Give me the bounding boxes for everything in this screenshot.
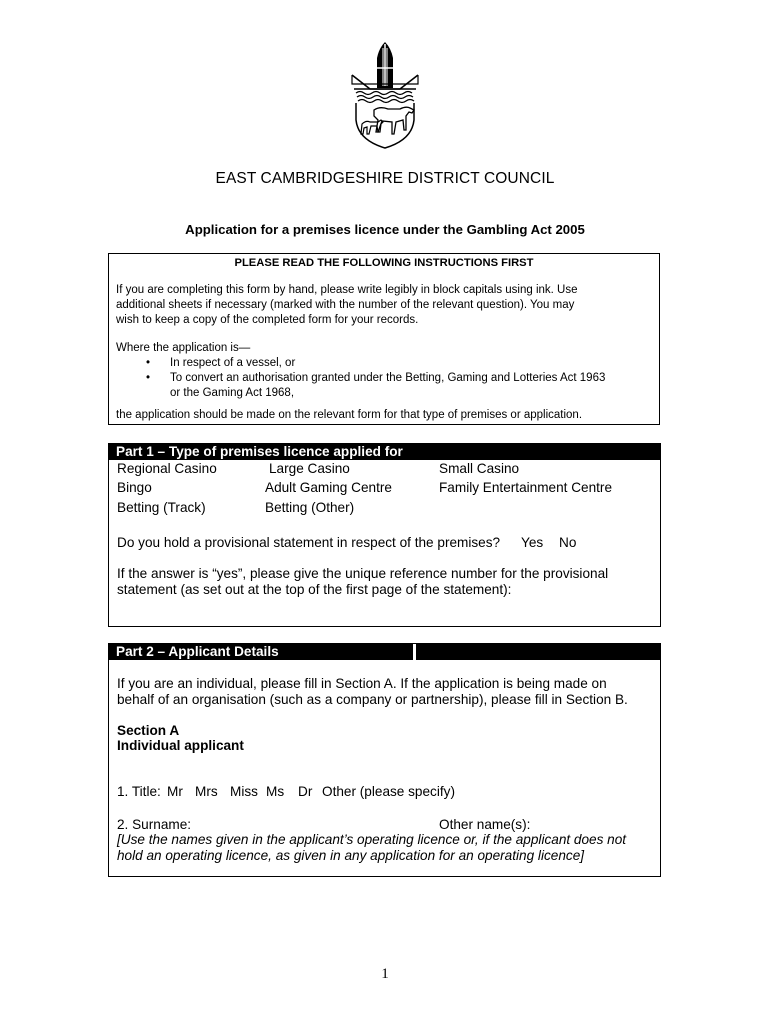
option-bingo[interactable]: Bingo [117,480,152,495]
part1-section [108,443,661,627]
part2-intro-line: behalf of an organisation (such as a company or partnership), please fill in Section B. [117,692,628,707]
bullet-convert: • To convert an authorisation granted under the Betting, Gaming and Lotteries Act 1963 or the Gaming Act 1968, [140,371,652,401]
where-intro: Where the application is— [116,342,251,354]
section-a-heading: Section A [117,723,180,738]
title-option-dr[interactable]: Dr [298,784,313,799]
instructions-line: additional sheets if necessary (marked with the number of the relevant question). You may [116,299,575,311]
if-yes-line: statement (as set out at the top of the first page of the statement): [117,582,512,597]
other-names-label: Other name(s): [439,817,531,832]
part2-section [108,643,661,877]
title-label: 1. Title: [117,784,161,799]
instructions-heading: PLEASE READ THE FOLLOWING INSTRUCTIONS FIRST [234,257,534,269]
title-option-mr[interactable]: Mr [167,784,183,799]
part1-heading: Part 1 – Type of premises licence applied for [108,443,420,460]
option-adult-gaming-centre[interactable]: Adult Gaming Centre [265,480,392,495]
surname-label: 2. Surname: [117,817,192,832]
option-regional-casino[interactable]: Regional Casino [117,461,217,476]
title-option-mrs[interactable]: Mrs [195,784,218,799]
option-betting-track[interactable]: Betting (Track) [117,500,206,515]
page-number: 1 [381,966,389,982]
if-yes-line: If the answer is “yes”, please give the unique reference number for the provisional [117,566,609,581]
option-family-entertainment-centre[interactable]: Family Entertainment Centre [439,480,613,495]
council-name: EAST CAMBRIDGESHIRE DISTRICT COUNCIL [215,170,555,187]
instructions-line: If you are completing this form by hand, please write legibly in block capitals using ink. Use [116,284,578,296]
provisional-question: Do you hold a provisional statement in respect of the premises? [117,535,501,550]
title-option-other[interactable]: Other (please specify) [322,784,455,799]
title-option-miss[interactable]: Miss [230,784,258,799]
names-note-line: hold an operating licence, as given in any application for an operating licence] [117,848,585,863]
option-large-casino[interactable]: Large Casino [269,461,350,476]
section-a-subheading: Individual applicant [117,738,244,753]
instructions-final: the application should be made on the relevant form for that type of premises or application. [116,409,583,421]
option-betting-other[interactable]: Betting (Other) [265,500,355,515]
bullet-vessel: • In respect of a vessel, or [140,356,652,371]
form-title: Application for a premises licence under the Gambling Act 2005 [185,222,585,237]
instructions-bullets [116,356,652,401]
part2-heading: Part 2 – Applicant Details [108,643,413,660]
title-option-ms[interactable]: Ms [266,784,285,799]
provisional-no[interactable]: No [559,535,577,550]
council-crest-logo [330,40,440,150]
instructions-box [108,253,660,425]
part2-intro-line: If you are an individual, please fill in Section A. If the application is being made on [117,676,607,691]
option-small-casino[interactable]: Small Casino [439,461,520,476]
instructions-line: wish to keep a copy of the completed form for your records. [116,314,419,326]
names-note-line: [Use the names given in the applicant’s operating licence or, if the applicant does not [117,832,627,847]
provisional-yes[interactable]: Yes [521,535,544,550]
